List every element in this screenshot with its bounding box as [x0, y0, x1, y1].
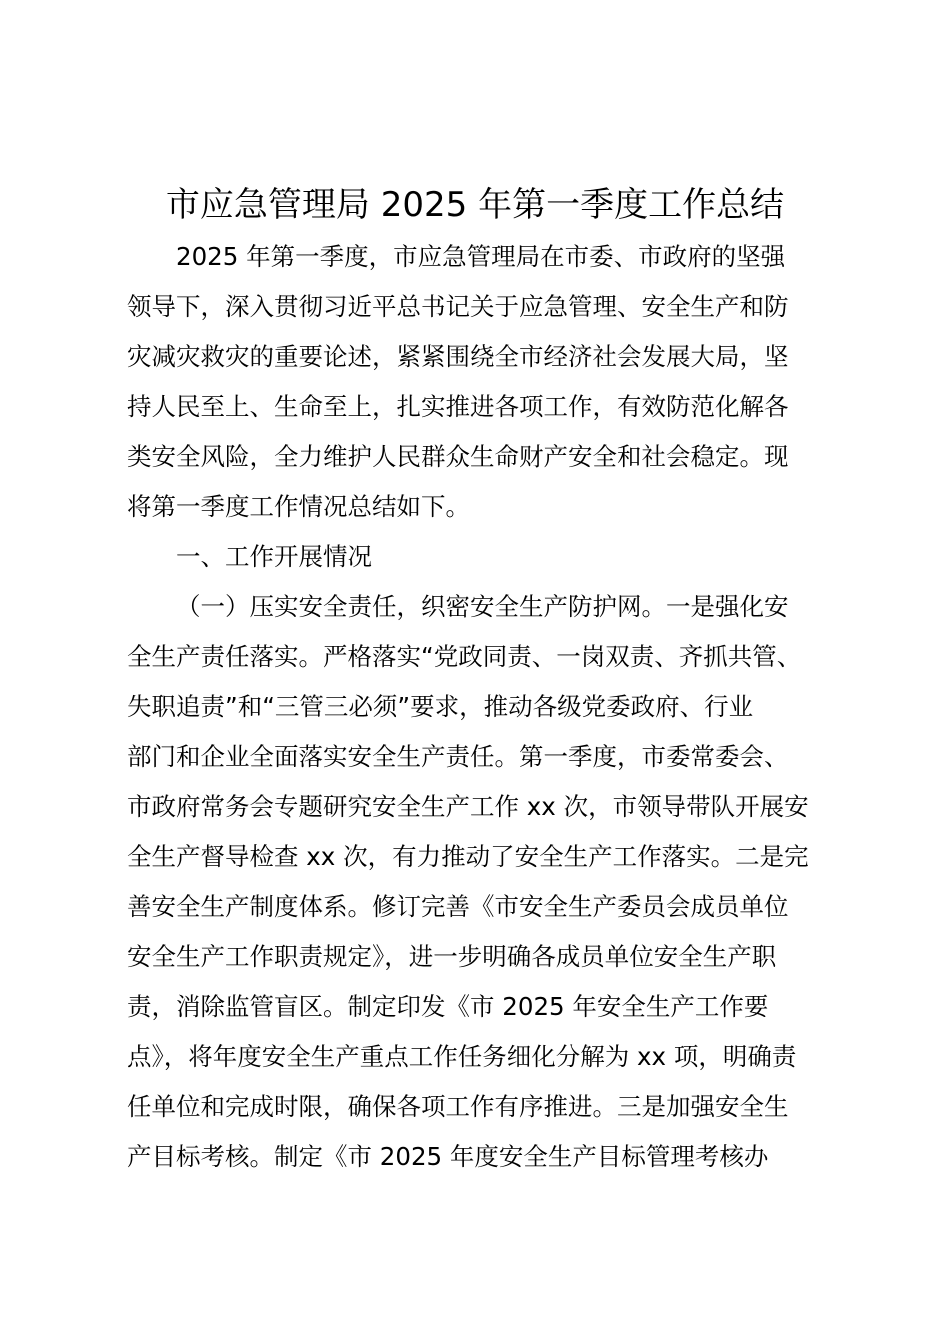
- paragraph-line: 2025 年第一季度，市应急管理局在市委、市政府的坚强: [176, 242, 786, 271]
- paragraph-line: 产目标考核。制定《市 2025 年度安全生产目标管理考核办: [127, 1142, 769, 1171]
- document-title: 市应急管理局 2025 年第一季度工作总结: [165, 185, 785, 225]
- paragraph-line: 责，消除监管盲区。制定印发《市 2025 年安全生产工作要: [127, 992, 769, 1021]
- paragraph-line: 市政府常务会专题研究安全生产工作 xx 次，市领导带队开展安: [127, 792, 809, 821]
- paragraph-line: 部门和企业全面落实安全生产责任。第一季度，市委常委会、: [127, 742, 789, 771]
- paragraph-line: 点》，将年度安全生产重点工作任务细化分解为 xx 项，明确责: [127, 1042, 797, 1071]
- paragraph-line: 安全生产工作职责规定》，进一步明确各成员单位安全生产职: [127, 942, 777, 971]
- paragraph-line: 任单位和完成时限，确保各项工作有序推进。三是加强安全生: [127, 1092, 789, 1121]
- paragraph-line: 全生产督导检查 xx 次，有力推动了安全生产工作落实。二是完: [127, 842, 809, 871]
- section-heading: 一、工作开展情况: [176, 542, 372, 571]
- paragraph-line: 领导下，深入贯彻习近平总书记关于应急管理、安全生产和防: [127, 292, 789, 321]
- paragraph-line: 类安全风险，全力维护人民群众生命财产安全和社会稳定。现: [127, 442, 789, 471]
- paragraph-line: 持人民至上、生命至上，扎实推进各项工作，有效防范化解各: [127, 392, 789, 421]
- paragraph-line: 失职追责”和“三管三必须”要求，推动各级党委政府、行业: [127, 692, 754, 721]
- paragraph-line: 善安全生产制度体系。修订完善《市安全生产委员会成员单位: [127, 892, 789, 921]
- subsection-line: （一）压实安全责任，织密安全生产防护网。一是强化安: [176, 592, 789, 621]
- paragraph-line: 全生产责任落实。严格落实“党政同责、一岗双责、齐抓共管、: [127, 642, 802, 671]
- paragraph-line: 灾减灾救灾的重要论述，紧紧围绕全市经济社会发展大局，坚: [127, 342, 789, 371]
- document-body: [127, 232, 837, 1182]
- paragraph-line: 将第一季度工作情况总结如下。: [127, 492, 470, 521]
